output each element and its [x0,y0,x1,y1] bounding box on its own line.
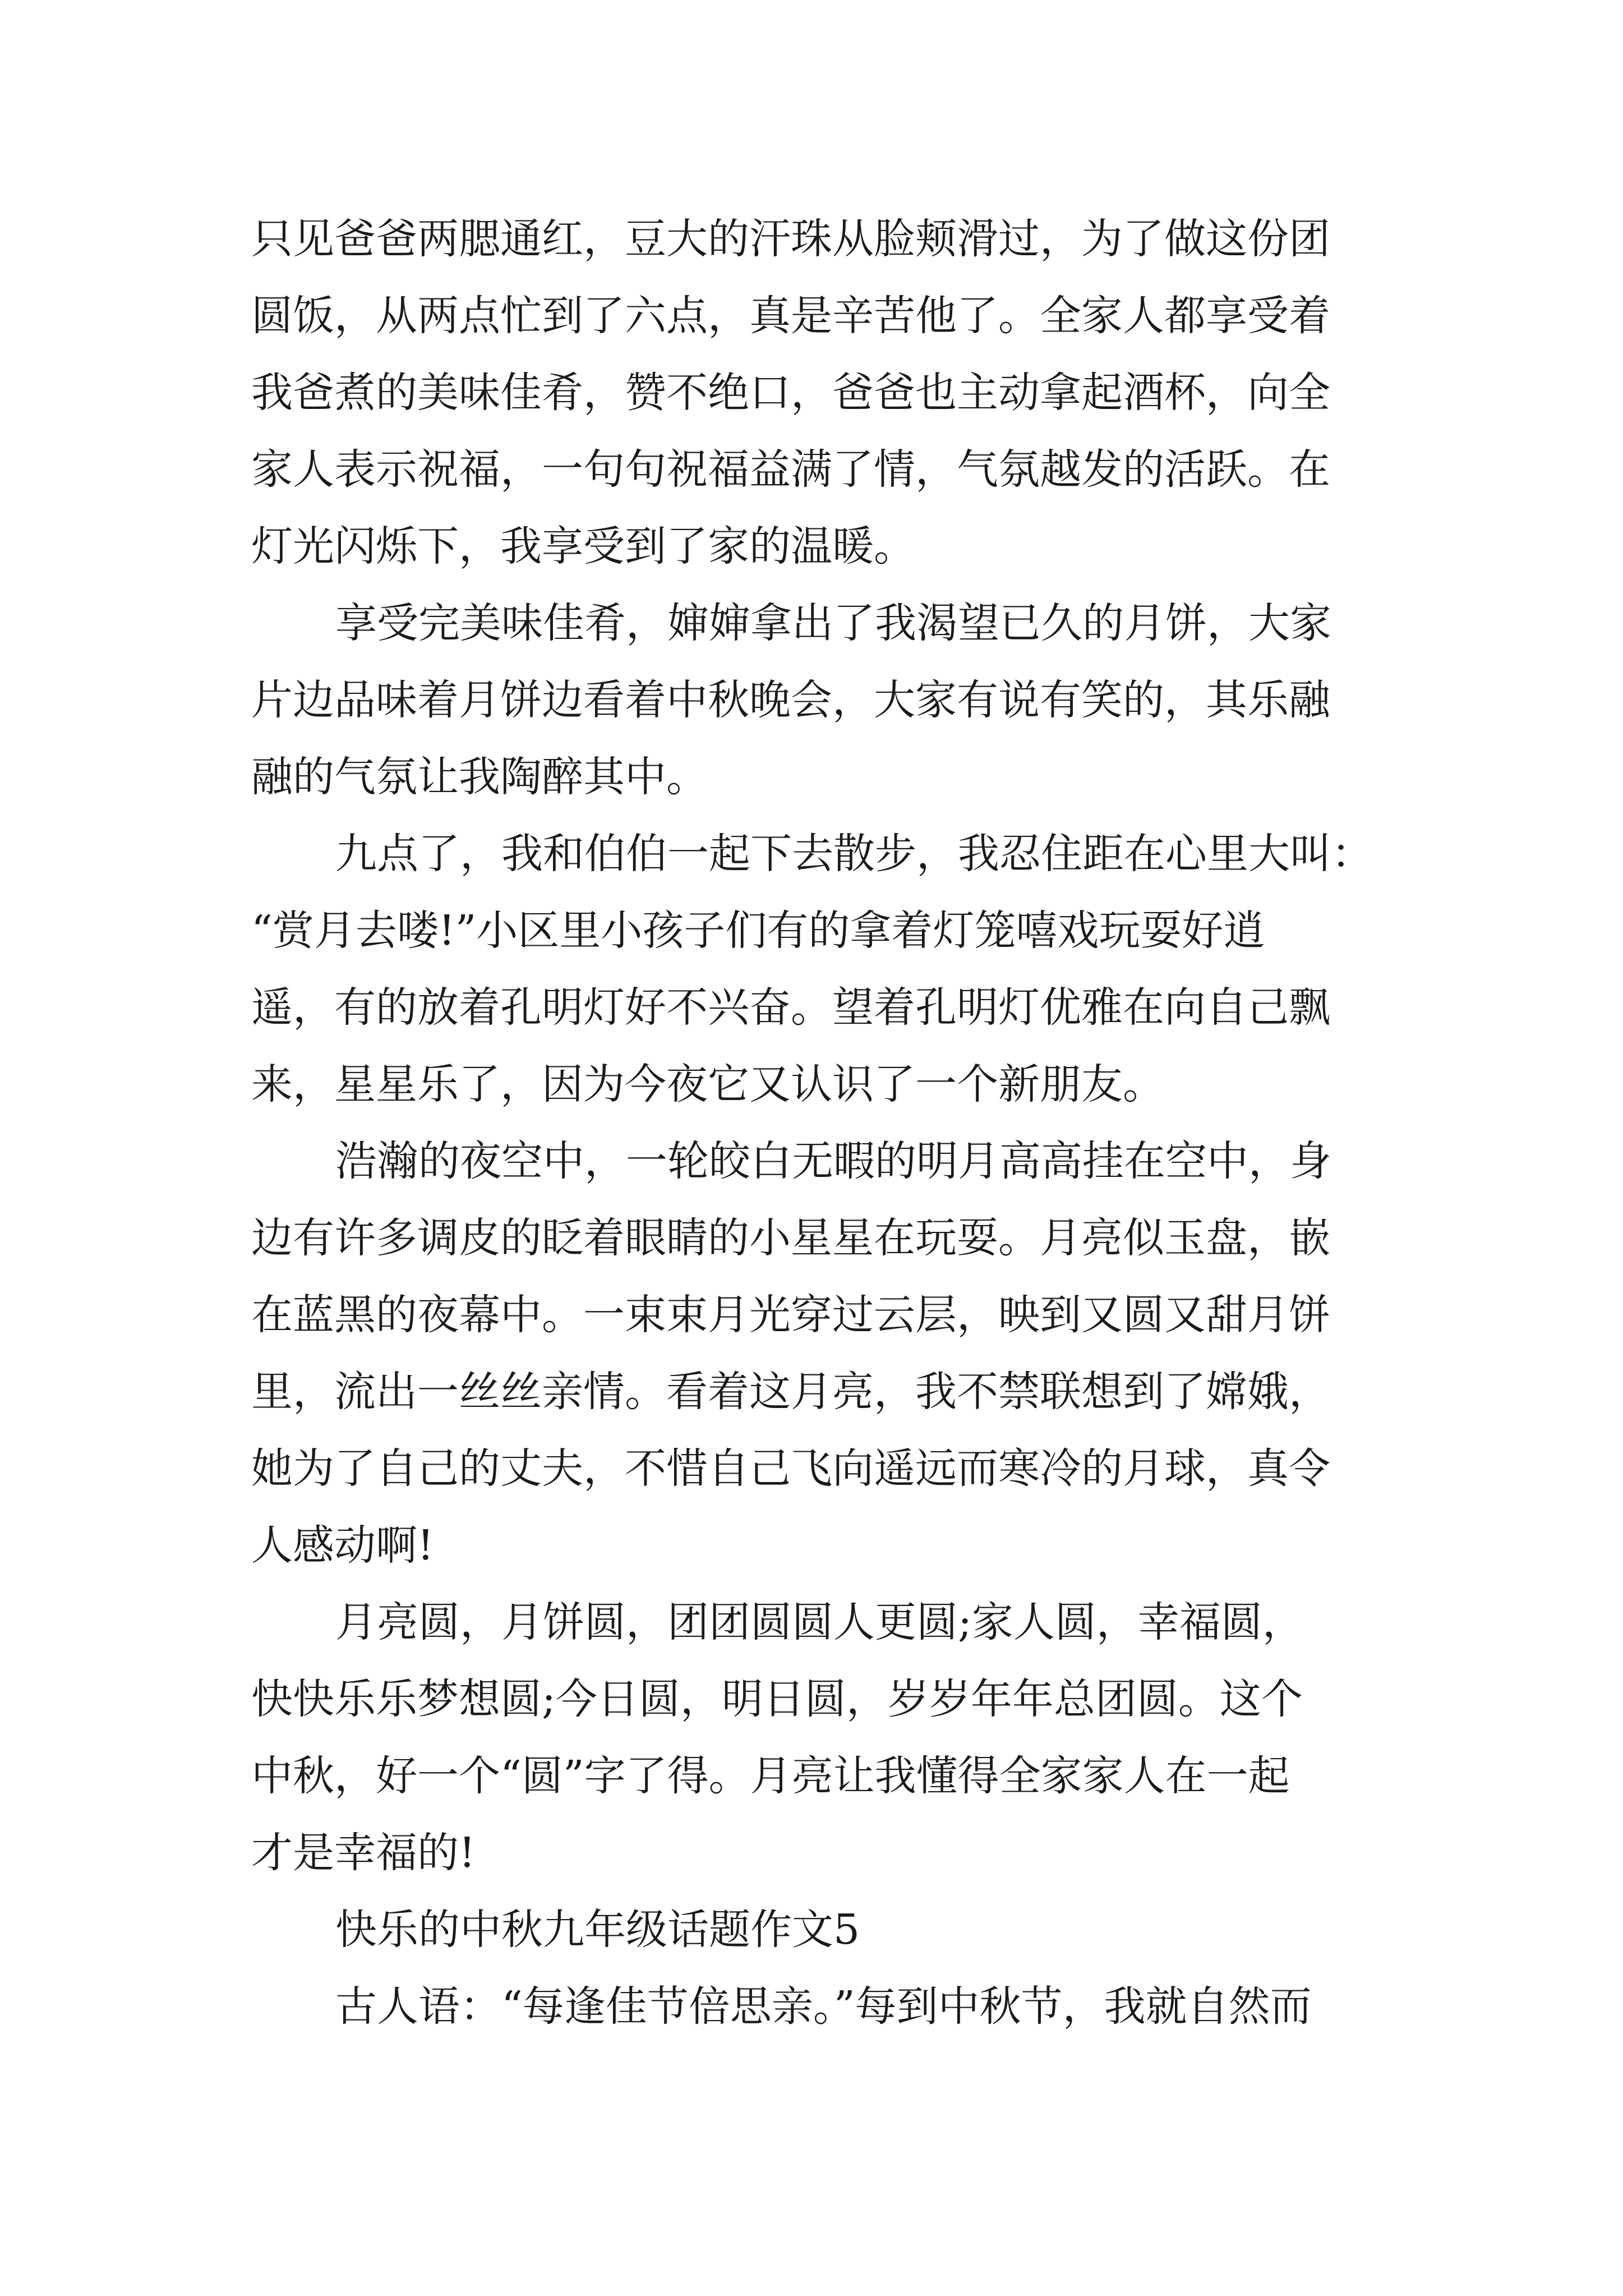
paragraph [251,201,1373,585]
paragraph [251,585,1373,816]
text-line: 享受完美味佳肴，婶婶拿出了我渴望已久的月饼，大家 [335,599,1331,647]
text-line: 边有许多调皮的眨着眼睛的小星星在玩耍。月亮似玉盘，嵌 [251,1214,1330,1262]
text-line: 浩瀚的夜空中，一轮皎白无暇的明月高高挂在空中，身 [335,1137,1331,1185]
paragraph [251,1123,1373,1584]
text-line: 才是幸福的! [251,1829,476,1877]
text-line: 在蓝黑的夜幕中。一束束月光穿过云层，映到又圆又甜月饼 [251,1291,1330,1339]
text-line: 来，星星乐了，因为今夜它又认识了一个新朋友。 [251,1060,1164,1108]
text-line: 里，流出一丝丝亲情。看着这月亮，我不禁联想到了嫦娥， [251,1368,1330,1416]
text-line: 中秋，好一个“圆”字了得。月亮让我懂得全家家人在一起 [251,1752,1290,1800]
text-line: 灯光闪烁下，我享受到了家的温暖。 [251,522,915,570]
paragraph [251,1968,1373,2045]
text-line: “赏月去喽!”小区里小孩子们有的拿着灯笼嘻戏玩耍好逍 [251,907,1265,955]
paragraph [251,1584,1373,1892]
text-line: 遥，有的放着孔明灯好不兴奋。望着孔明灯优雅在向自己飘 [251,983,1330,1032]
document-body [251,201,1373,2045]
text-line: 我爸煮的美味佳肴，赞不绝口，爸爸也主动拿起酒杯，向全 [251,369,1330,417]
text-line: 快快乐乐梦想圆;今日圆，明日圆，岁岁年年总团圆。这个 [251,1675,1303,1723]
text-line: 月亮圆，月饼圆，团团圆圆人更圆;家人圆，幸福圆， [335,1598,1304,1646]
text-line: 圆饭，从两点忙到了六点，真是辛苦他了。全家人都享受着 [251,292,1330,340]
text-line: 融的气氛让我陶醉其中。 [251,753,708,801]
text-line: 快乐的中秋九年级话题作文5 [335,1906,860,1954]
text-line: 人感动啊! [251,1521,434,1570]
paragraph [251,816,1373,1123]
text-line: 古人语：“每逢佳节倍思亲。”每到中秋节，我就自然而 [335,1982,1312,2031]
text-line: 只见爸爸两腮通红，豆大的汗珠从脸颊滑过，为了做这份团 [251,215,1330,263]
text-line: 她为了自己的丈夫，不惜自己飞向遥远而寒冷的月球，真令 [251,1444,1330,1493]
text-line: 家人表示祝福，一句句祝福益满了情，气氛越发的活跃。在 [251,445,1330,494]
text-line: 九点了，我和伯伯一起下去散步，我忍住距在心里大叫： [335,830,1373,878]
section-title [251,1892,1373,1968]
text-line: 片边品味着月饼边看着中秋晚会，大家有说有笑的，其乐融 [251,676,1330,724]
